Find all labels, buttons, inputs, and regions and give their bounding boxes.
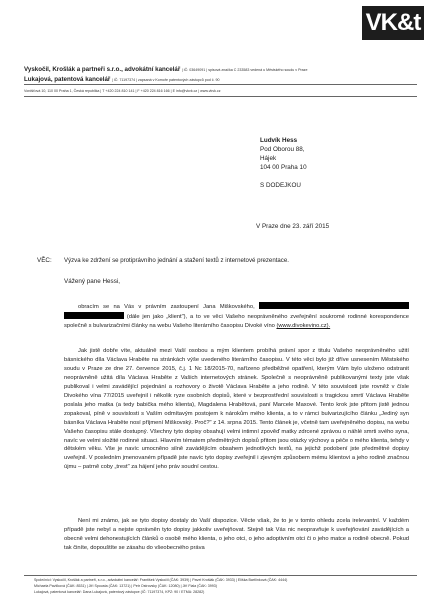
delivery-note: S DODEJKOU: [260, 182, 301, 189]
recipient-locality: Hájek: [260, 155, 277, 162]
redaction-bar: [259, 302, 409, 309]
recipient-name: Ludvík Hess: [260, 137, 298, 144]
salutation: Vážený pane Hessi,: [64, 278, 121, 285]
patent-office-name: Lukajová, patentová kancelář: [24, 76, 111, 83]
firm-logo: VK&t: [362, 6, 424, 40]
recipient-street: Pod Oborou 88,: [260, 146, 305, 153]
footer-line-1: Společníci: Vyskočil, Krošlák a partneři, s.r.o., advokátní kancelář: František Vyskočil (ČAK: 3939) | Pavel Krošlák (ČAK: 3933) | Eliška Bartlínková (ČAK: 4444): [34, 578, 288, 582]
paragraph-1-opening: obracím se na Vás v právním zastoupení Jana Miškovského,: [78, 304, 255, 310]
footer-line-3: Lukajová, patentová kancelář: Dana Lukajová, patentový zástupce (IČ: 71197374, KPZ: 90 / ETMA: 28282): [34, 590, 205, 594]
paragraph-1: [64, 302, 409, 331]
paragraph-1-body: (dále jen jako „klient"), a to ve věci Vašeho neoprávněného zveřejnění soukromé rodinné korespondence společně s bulvarizačními články na webu Vašeho literárního časopisu Divoké víno: [64, 313, 409, 329]
subject-text: Výzva ke zdržení se protiprávního jednání a stažení textů z internetové prezentace.: [64, 257, 289, 264]
paragraph-3: [64, 517, 409, 553]
subject-label: VĚC:: [37, 257, 52, 264]
firm-name: Vyskočil, Krošlák a partneři s.r.o., advokátní kancelář: [24, 66, 181, 73]
footer-divider: [24, 575, 417, 576]
recipient-city: 104 00 Praha 10: [260, 164, 307, 171]
redaction-bar: [64, 312, 124, 319]
website-link[interactable]: (www.divokevino.cz).: [276, 322, 331, 329]
footer-line-2: Michaela Pavlíková (ČAK: 8531) | Jiří Spousta (ČAK: 13721) | Petr Ostrovsky (ČAK: 12080) | Jiří Fiala (ČAK: 3993): [34, 584, 217, 588]
firm-header-line-1: [24, 66, 307, 73]
paragraph-2-text: Jak jistě dobře víte, aktuálně mezi Vaší osobou a mým klientem probíhá právní spor z titulu Vašeho neoprávněného užití básnického díla Václava Hraběte na stránkách výše uvedeného literárního časopisu. V této věci bylo již dříve usnesením Městského soudu v Praze ze dne 27. července 2015, č.j. 1 Nc 18/2015-70, nařízeno předběžné opatření, kterým Vám bylo uloženo odstranit neoprávněně užitá díla Václava Hraběte z Vašich internetových stránek. Společně s neoprávněně publikovanými texty jste však publikoval i velmi zavádějící pojednání a rozhovory o životě Václava Hraběte a jeho rodině. V této souvislosti jste rovněž v čísle Divokého vína 77/2015 uveřejnil i několik ryze osobních dopisů, které v bezprostřední souvislosti s tragickou smrtí Václava Hraběte poslala jeho matka (a tedy babička mého klienta), Magdalena Hrabětová, paní Marcele Maxové. Tento krok jste přitom jistě jednou zopakoval, píně v souvislosti s Vaším odmítavým postojem k nárokům mého klienta, a to v rámci bulvarizujícího článku „Jediný syn básníka Václava Hraběte nosí příjmení Miškovský. Proč?" z 14. srpna 2015. Tento článek je, včetně tam uveřejněného dopisu, na webu Vašeho časopisu stále dostupný. Všechny tyto dopisy obsahují velmi intimní zpověď matky zdrcené zprávou o náhlé smrti svého syna, navíc ve velmi složité rodinné situaci. Hlavním tématem předmětných dopisů přitom jsou otázky výchovy a péče o mého klienta, tehdy v dětském věku. Vše je navíc umocněno silně zavádějícím obsahem jednotlivých textů, na jejichž podobení jste předmětné dopisy uveřejnil. V posledním jmenovaném případě jste navíc tyto dopisy zveřejnil i zjevným způsobem mému klientovi a jeho rodině značnou újmu – patrně coby „trest" za hájení jeho práv soudní cestou.: [64, 348, 409, 471]
firm-header-line-2: [24, 76, 220, 83]
letter-date: V Praze dne 23. září 2015: [256, 223, 330, 230]
patent-office-details: | IČ: 71197374 | zapsaná v Komoře patentových zástupců pod č. 90: [111, 78, 220, 82]
firm-details: | IČ: 03649091 | spisová značka C 233583 vedená u Městského soudu v Praze: [181, 68, 308, 72]
paragraph-2: [64, 347, 409, 472]
header-divider-bottom: [24, 96, 417, 97]
paragraph-3-text: Není mi známo, jak se tyto dopisy dostaly do Vaší dispozice. Věcte však, že to je v tomto ohledu zcela irelevantní. V každém případě jste nebyl a nejste oprávněn tyto dopisy jakkoliv uveřejňovat. Stejně tak Vás nic neopravňuje k uveřejňování zavádějících a obecně velmi dehonestujících článků o osobě mého klienta, o jeho otci, o jeho adoptivním otci či o jeho matce a rodině obecně. Pokud tak činíte, dopouštíte se zásahu do všeobecného práva: [64, 518, 409, 551]
header-divider: [24, 84, 417, 85]
firm-contact: Vordšťová 10, 110 00 Praha 1, Česká republika | T +420 224 810 141 | F +420 224 816 166 | E info@vkvk.cz | www.vkvk.cz: [24, 89, 221, 93]
